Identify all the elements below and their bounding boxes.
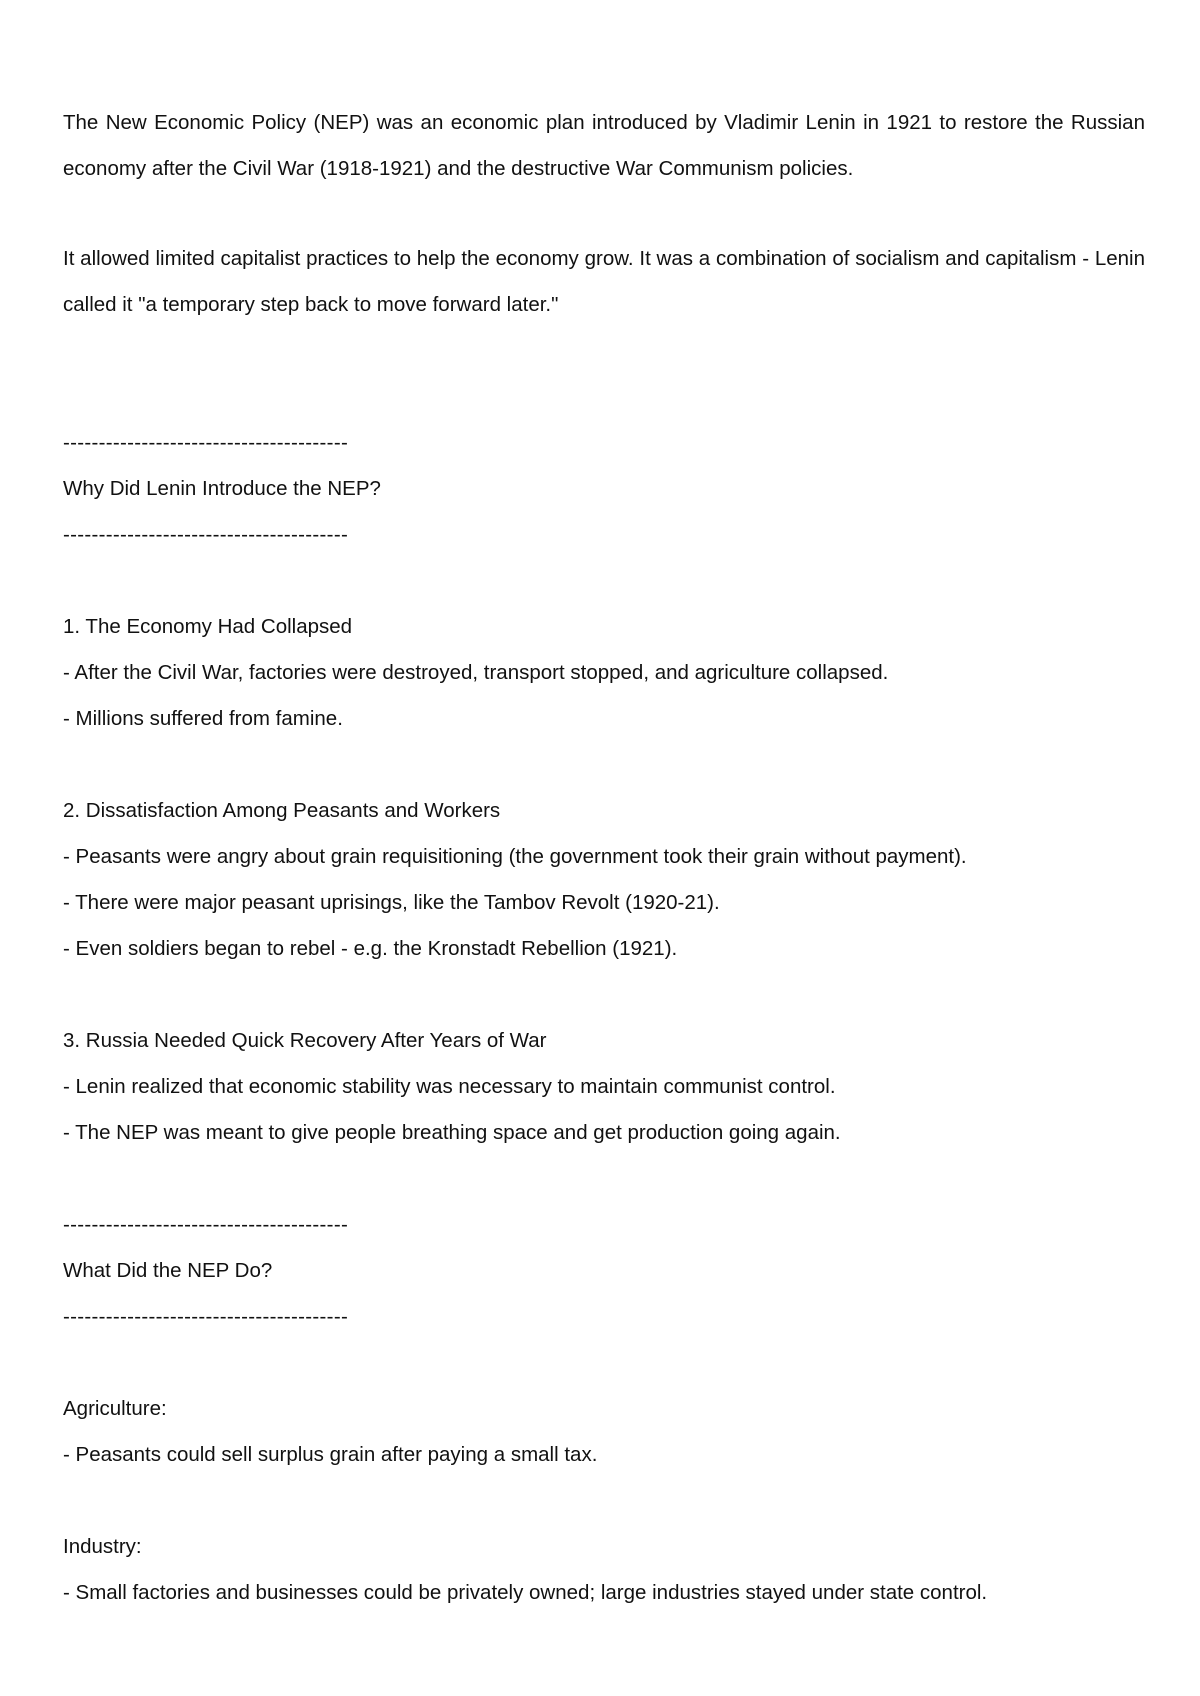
spacer [63, 1156, 1145, 1202]
spacer [63, 742, 1145, 788]
point-heading: 3. Russia Needed Quick Recovery After Years of War [63, 1029, 547, 1052]
point-block [63, 604, 1145, 742]
point-heading: 2. Dissatisfaction Among Peasants and Workers [63, 799, 501, 822]
divider-rule: ---------------------------------------- [63, 523, 349, 546]
section-title: What Did the NEP Do? [63, 1259, 273, 1282]
area-block [63, 1386, 1145, 1478]
spacer [63, 328, 1145, 420]
spacer [63, 972, 1145, 1018]
intro-paragraph-2: It allowed limited capitalist practices to help the economy grow. It was a combination of socialism and capitalism - Lenin called it "a temporary step back to move forward later." [63, 247, 1145, 316]
bullet-item: - Small factories and businesses could be privately owned; large industries stayed under state control. [63, 1581, 988, 1604]
point-block [63, 788, 1145, 972]
divider-rule: ---------------------------------------- [63, 431, 349, 454]
intro-paragraph-1: The New Economic Policy (NEP) was an economic plan introduced by Vladimir Lenin in 1921 to restore the Russian economy after the Civil War (1918-1921) and the destructive War Communism policies. [63, 111, 1145, 180]
spacer [63, 1340, 1145, 1386]
point-heading: 1. The Economy Had Collapsed [63, 615, 353, 638]
bullet-item: - The NEP was meant to give people breathing space and get production going again. [63, 1121, 841, 1144]
spacer [63, 1478, 1145, 1524]
bullet-item: - There were major peasant uprisings, like the Tambov Revolt (1920-21). [63, 891, 720, 914]
area-heading: Industry: [63, 1535, 142, 1558]
area-block [63, 1524, 1145, 1616]
bullet-item: - Peasants were angry about grain requisitioning (the government took their grain without payment). [63, 845, 967, 868]
area-heading: Agriculture: [63, 1397, 167, 1420]
spacer [63, 192, 1145, 236]
section-title: Why Did Lenin Introduce the NEP? [63, 477, 381, 500]
section-why [63, 420, 1145, 1156]
bullet-item: - Lenin realized that economic stability was necessary to maintain communist control. [63, 1075, 836, 1098]
point-block [63, 1018, 1145, 1156]
bullet-item: - Peasants could sell surplus grain after paying a small tax. [63, 1443, 598, 1466]
bullet-item: - Even soldiers began to rebel - e.g. the Kronstadt Rebellion (1921). [63, 937, 678, 960]
bullet-item: - After the Civil War, factories were destroyed, transport stopped, and agriculture collapsed. [63, 661, 889, 684]
divider-rule: ---------------------------------------- [63, 1305, 349, 1328]
bullet-item: - Millions suffered from famine. [63, 707, 343, 730]
section-what [63, 1202, 1145, 1616]
document-page [63, 100, 1145, 1616]
spacer [63, 558, 1145, 604]
divider-rule: ---------------------------------------- [63, 1213, 349, 1236]
